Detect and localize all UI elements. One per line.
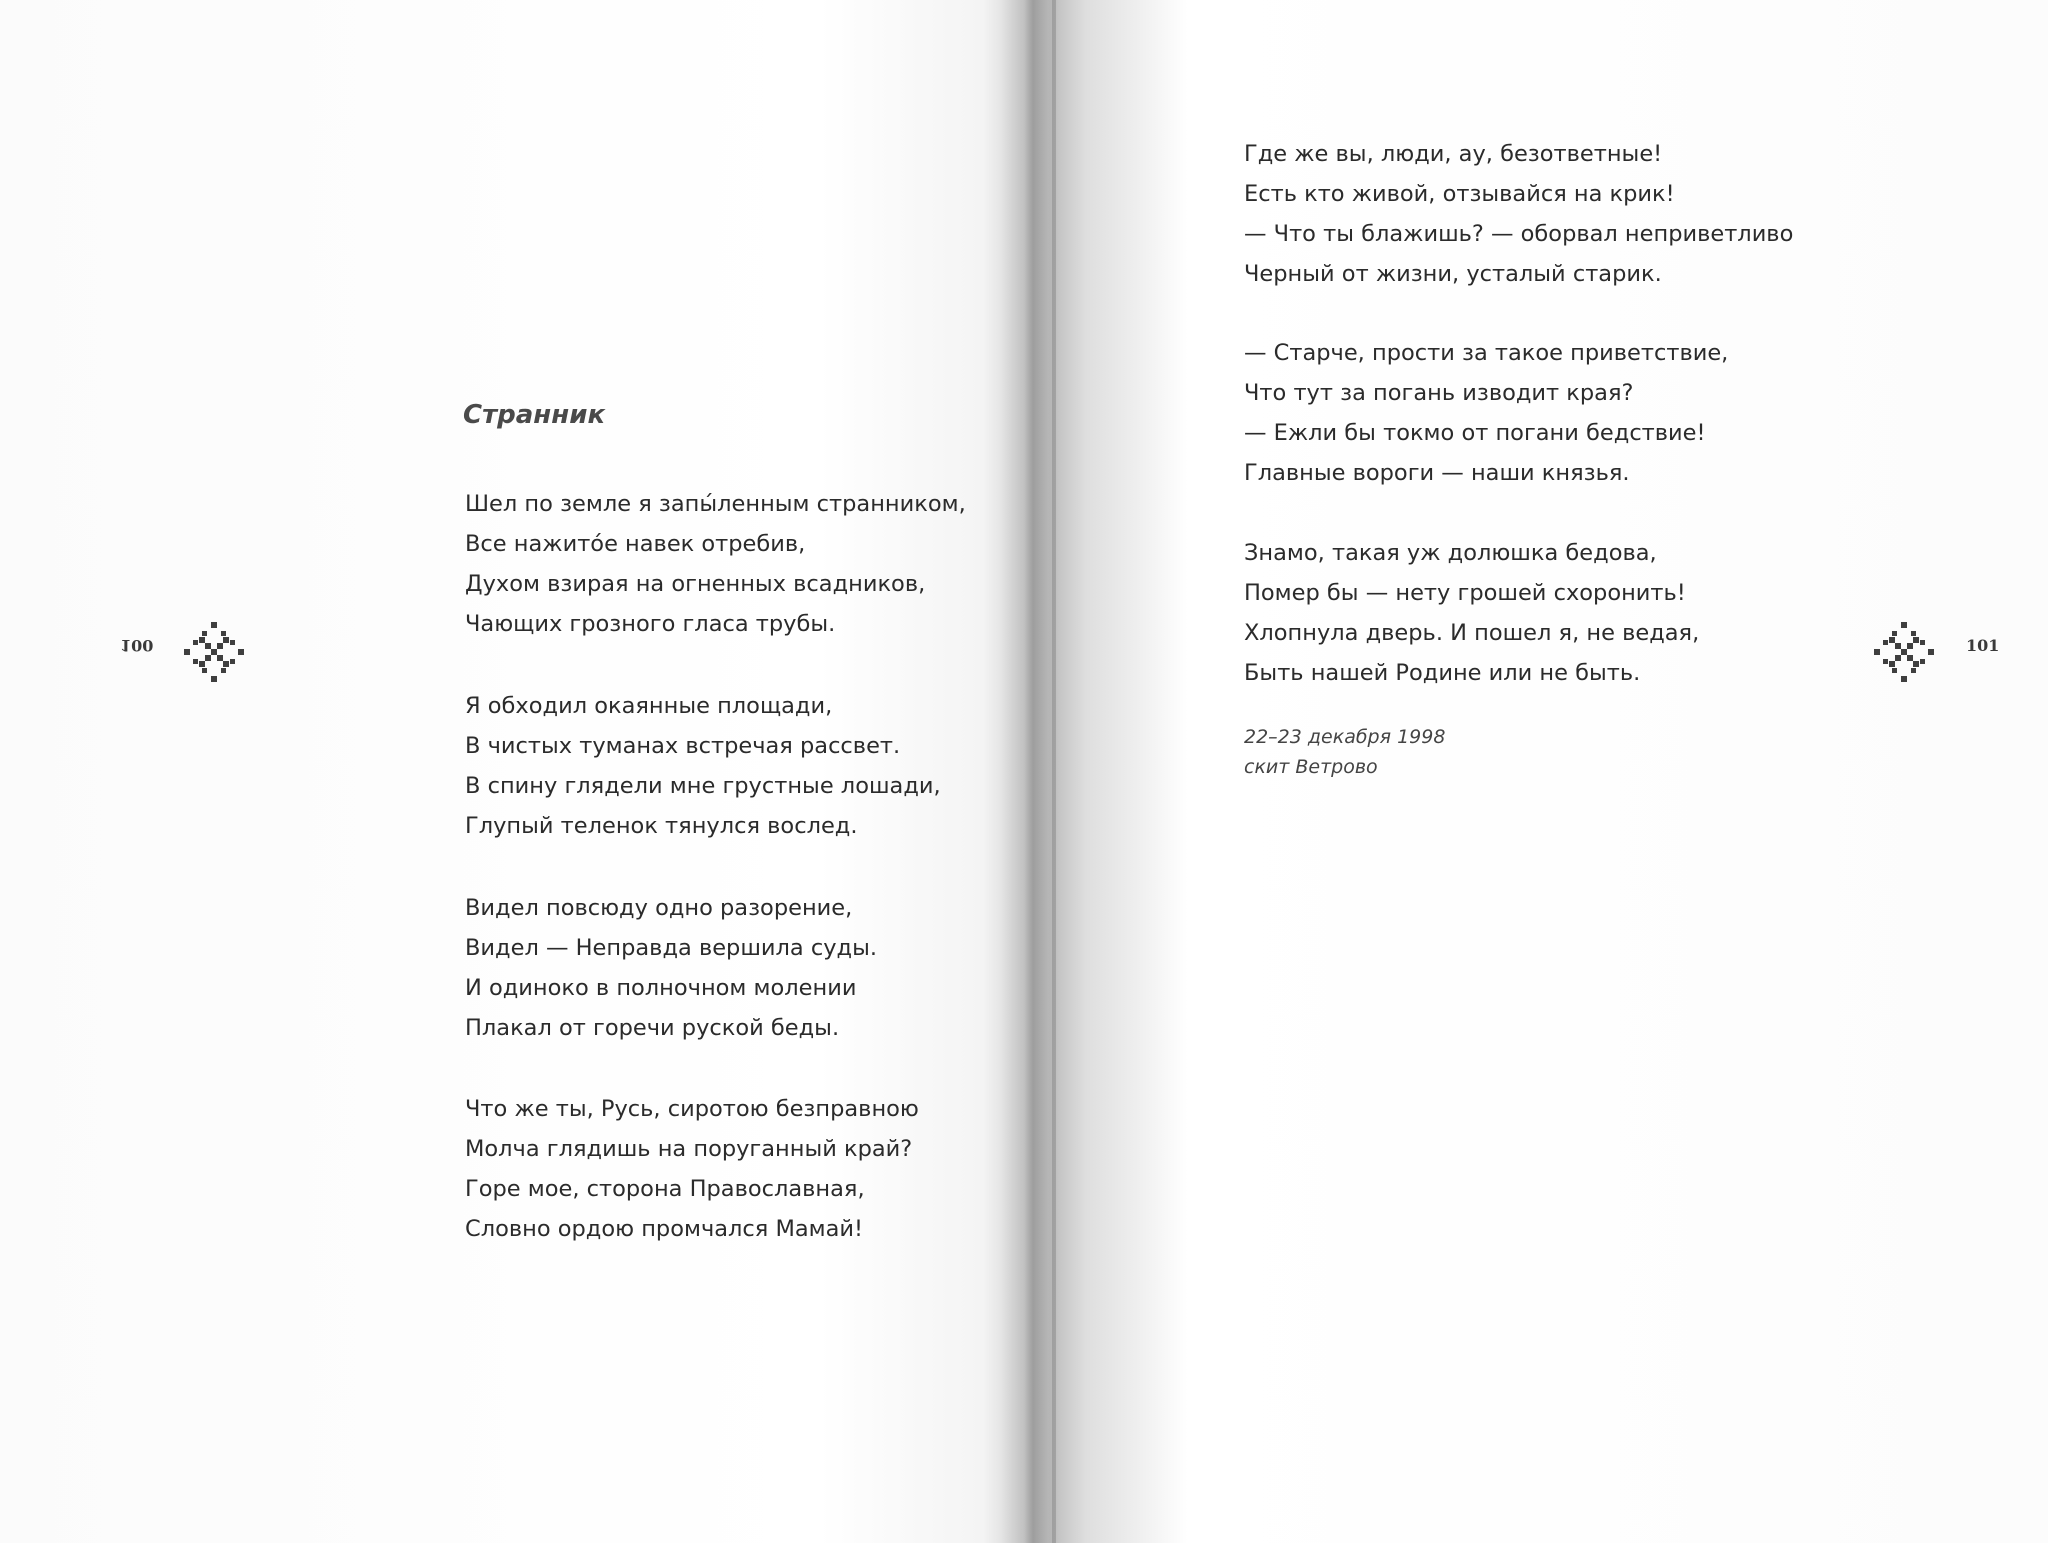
verse-line: И одиноко в полночном молении	[465, 975, 857, 1001]
verse-line: — Старче, прости за такое приветствие,	[1244, 340, 1729, 366]
verse-line: Где же вы, люди, ау, безответные!	[1244, 141, 1663, 167]
verse-line: Быть нашей Родине или не быть.	[1244, 660, 1641, 686]
poem-place: скит Ветрово	[1244, 756, 1378, 778]
verse-line: Знамо, такая уж долюшка бедова,	[1244, 540, 1657, 566]
verse-line: Все нажито́е навек отребив,	[465, 531, 806, 557]
verse-line: Шел по земле я запы́ленным странником,	[465, 491, 966, 517]
left-stanza-3	[465, 888, 877, 1048]
verse-line: Молча глядишь на поруганный край?	[465, 1136, 913, 1162]
verse-line: Чающих грозного гласа трубы.	[465, 611, 836, 637]
poem-dateline	[1244, 722, 1445, 782]
right-stanza-1	[1244, 134, 1793, 294]
verse-line: В спину глядели мне грустные лошади,	[465, 773, 941, 799]
verse-line: Плакал от горечи руской беды.	[465, 1015, 840, 1041]
page-number-left: 100	[120, 636, 154, 655]
verse-line: — Ежли бы токмо от погани бедствие!	[1244, 420, 1706, 446]
verse-line: Глупый теленок тянулся вослед.	[465, 813, 858, 839]
verse-line: Видел повсюду одно разорение,	[465, 895, 853, 921]
verse-line: Что же ты, Русь, сиротою безправною	[465, 1096, 919, 1122]
verse-line: Я обходил окаянные площади,	[465, 693, 833, 719]
cross-stitch-ornament-icon	[182, 620, 246, 684]
verse-line: Черный от жизни, усталый старик.	[1244, 261, 1662, 287]
verse-line: — Что ты блажишь? — оборвал неприветливо	[1244, 221, 1794, 247]
verse-line: Духом взирая на огненных всадников,	[465, 571, 926, 597]
verse-line: Словно ордою промчался Мамай!	[465, 1216, 864, 1242]
left-stanza-4	[465, 1089, 919, 1249]
verse-line: Есть кто живой, отзывайся на крик!	[1244, 181, 1675, 207]
poem-date: 22–23 декабря 1998	[1244, 726, 1446, 748]
verse-line: Что тут за погань изводит края?	[1244, 380, 1634, 406]
page-number-right: 101	[1966, 636, 2000, 655]
verse-line: Помер бы — нету грошей схоронить!	[1244, 580, 1686, 606]
gutter-line	[1052, 0, 1056, 1543]
verse-line: Горе мое, сторона Православная,	[465, 1176, 865, 1202]
verse-line: Главные вороги — наши князья.	[1244, 460, 1630, 486]
right-stanza-3	[1244, 533, 1699, 693]
left-stanza-1	[465, 484, 966, 644]
verse-line: Хлопнула дверь. И пошел я, не ведая,	[1244, 620, 1700, 646]
verse-line: В чистых туманах встречая рассвет.	[465, 733, 901, 759]
right-stanza-2	[1244, 333, 1728, 493]
left-stanza-2	[465, 686, 941, 846]
cross-stitch-ornament-icon	[1872, 620, 1936, 684]
poem-title: Странник	[463, 400, 606, 430]
verse-line: Видел — Неправда вершила суды.	[465, 935, 878, 961]
